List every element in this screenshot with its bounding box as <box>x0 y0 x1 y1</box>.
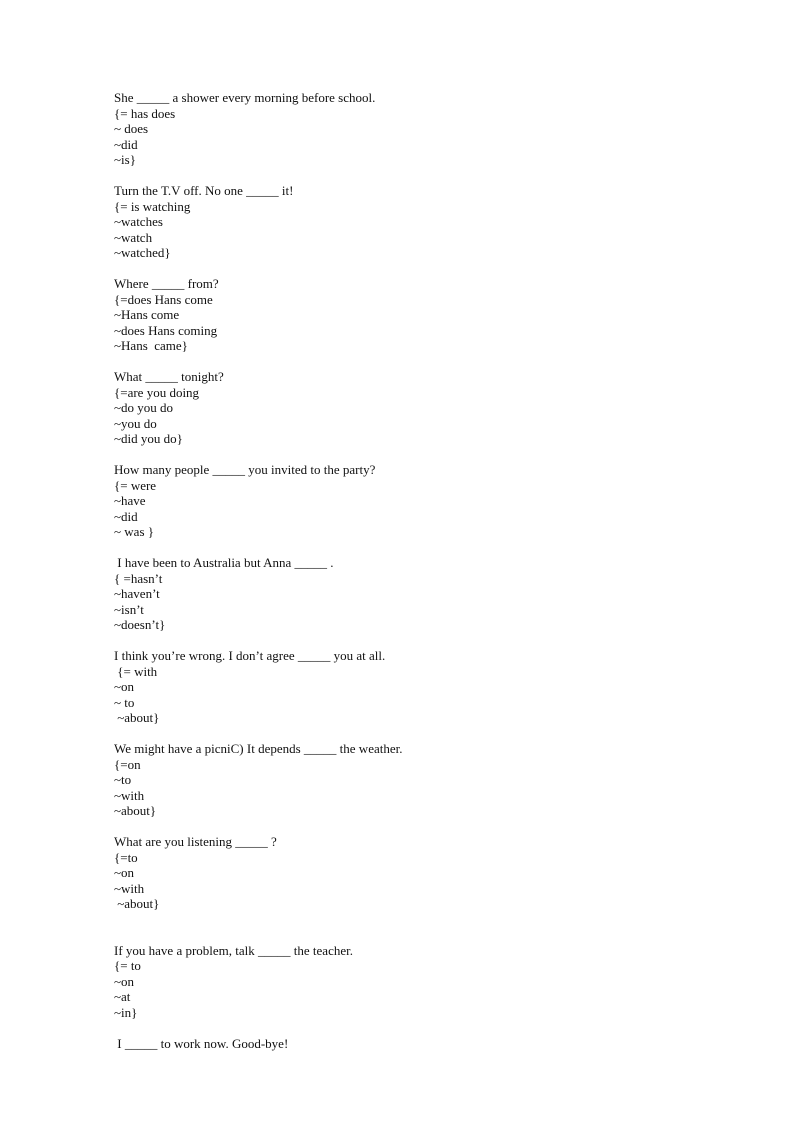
answer-option: ~about} <box>114 896 160 911</box>
question-stem: How many people _____ you invited to the party? <box>114 462 376 477</box>
answer-option: ~ to <box>114 694 135 710</box>
answer-option: {=to <box>114 849 138 865</box>
answer-option: ~doesn’t} <box>114 617 166 632</box>
quiz-content <box>114 90 714 1067</box>
answer-option: ~on <box>114 973 135 989</box>
answer-option: {=are you doing <box>114 384 200 400</box>
answer-option: {=does Hans come <box>114 291 213 307</box>
answer-option: ~have <box>114 493 146 508</box>
answer-option: ~watched} <box>114 245 171 260</box>
answer-option: ~at <box>114 989 131 1004</box>
answer-option: ~on <box>114 865 135 880</box>
question-8 <box>114 741 714 819</box>
question-9 <box>114 834 714 912</box>
answer-option: ~haven’t <box>114 586 160 601</box>
answer-option: ~ does <box>114 121 149 136</box>
answer-option: {= to <box>114 958 141 973</box>
answer-option: ~did you do} <box>114 431 183 446</box>
question-stem: We might have a picniC) It depends _____ the weather. <box>114 741 403 756</box>
answer-option: ~do you do <box>114 400 174 415</box>
question-stem: Turn the T.V off. No one _____ it! <box>114 183 294 198</box>
question-stem: She _____ a shower every morning before school. <box>114 90 376 105</box>
answer-option: {= with <box>114 663 158 679</box>
answer-option: ~with <box>114 880 145 896</box>
answer-option: ~is} <box>114 152 136 167</box>
answer-option: ~about} <box>114 710 160 725</box>
answer-option: ~does Hans coming <box>114 322 218 338</box>
question-6 <box>114 555 714 633</box>
answer-option: ~isn’t <box>114 601 144 617</box>
question-stem: I have been to Australia but Anna _____ . <box>114 555 334 570</box>
answer-option: ~to <box>114 772 132 787</box>
answer-option: ~watches <box>114 214 163 229</box>
answer-option: ~did <box>114 136 138 152</box>
question-stem: I _____ to work now. Good-bye! <box>114 1035 289 1051</box>
answer-option: ~about} <box>114 803 157 818</box>
answer-option: {= were <box>114 477 157 493</box>
answer-option: ~you do <box>114 415 157 431</box>
answer-option: {=on <box>114 756 141 772</box>
question-stem: What _____ tonight? <box>114 369 224 384</box>
question-stem: Where _____ from? <box>114 276 219 291</box>
question-5 <box>114 462 714 540</box>
question-2 <box>114 183 714 261</box>
question-stem: What are you listening _____ ? <box>114 834 277 849</box>
answer-option: ~Hans came} <box>114 338 188 353</box>
question-stem: I think you’re wrong. I don’t agree _____ you at all. <box>114 648 386 663</box>
answer-option: ~on <box>114 679 135 694</box>
answer-option: { =hasn’t <box>114 570 163 586</box>
answer-option: ~watch <box>114 229 153 245</box>
question-10 <box>114 943 714 1021</box>
answer-option: ~with <box>114 787 145 803</box>
answer-option: ~did <box>114 508 138 524</box>
answer-option: ~Hans come <box>114 307 180 322</box>
question-stem: If you have a problem, talk _____ the teacher. <box>114 942 353 958</box>
answer-option: ~in} <box>114 1004 138 1020</box>
question-1 <box>114 90 714 168</box>
question-3 <box>114 276 714 354</box>
question-7 <box>114 648 714 726</box>
answer-option: {= is watching <box>114 198 191 214</box>
question-4 <box>114 369 714 447</box>
answer-option: ~ was } <box>114 524 154 539</box>
answer-option: {= has does <box>114 105 176 121</box>
question-11 <box>114 1036 714 1052</box>
